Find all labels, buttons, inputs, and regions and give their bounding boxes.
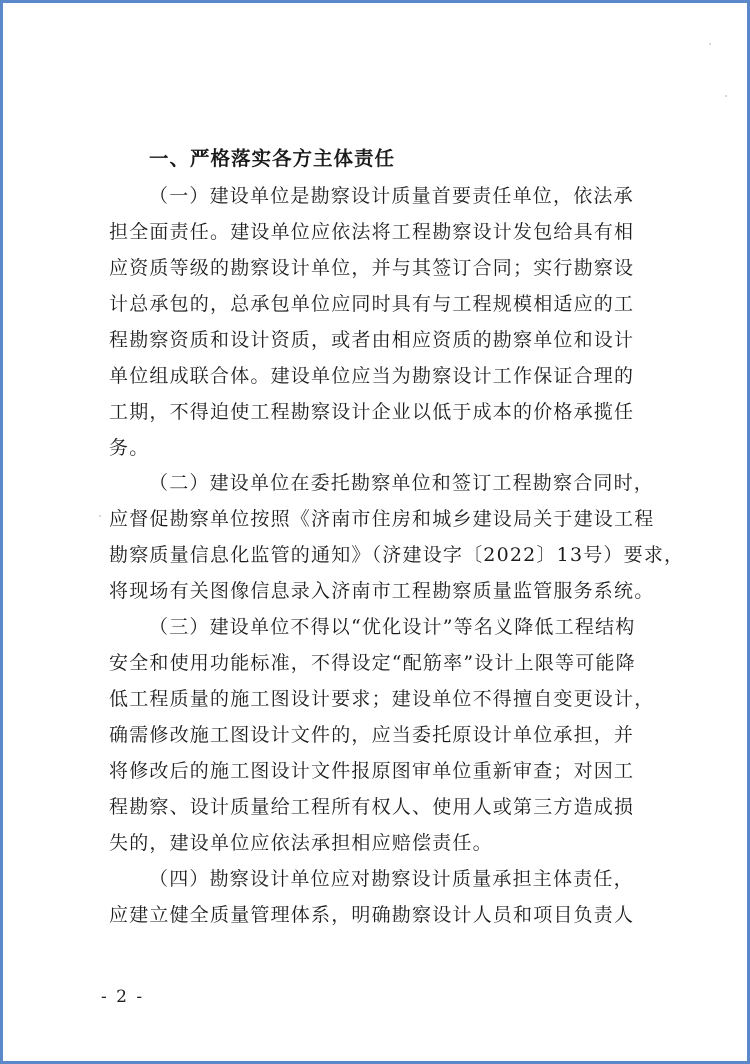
paragraph-1-line-4: 计总承包的，总承包单位应同时具有与工程规模相适应的工 xyxy=(109,293,635,315)
paragraph-1-line-3: 应资质等级的勘察设计单位，并与其签订合同；实行勘察设 xyxy=(109,257,635,279)
page-number: - 2 - xyxy=(101,987,145,1007)
paragraph-1-line-8: 务。 xyxy=(109,437,150,459)
paragraph-3-line-7: 失的，建设单位应依法承担相应赔偿责任。 xyxy=(109,832,493,854)
paragraph-1-line-1: （一）建设单位是勘察设计质量首要责任单位，依法承 xyxy=(149,185,634,207)
paragraph-4-line-2: 应建立健全质量管理体系，明确勘察设计人员和项目负责人 xyxy=(109,904,635,926)
paragraph-2-line-3: 勘察质量信息化监管的通知》（济建设字〔2022〕13号）要求， xyxy=(109,544,685,566)
scan-speck xyxy=(709,43,711,45)
paragraph-1-line-7: 工期，不得迫使工程勘察设计企业以低于成本的价格承揽任 xyxy=(109,401,635,423)
paragraph-3-line-4: 确需修改施工图设计文件的，应当委托原设计单位承担，并 xyxy=(109,724,635,746)
paragraph-3-line-2: 安全和使用功能标准，不得设定“配筋率”设计上限等可能降 xyxy=(109,652,636,674)
paragraph-2-line-4: 将现场有关图像信息录入济南市工程勘察质量监管服务系统。 xyxy=(109,580,655,602)
paragraph-3-line-1: （三）建设单位不得以“优化设计”等名义降低工程结构 xyxy=(149,616,636,638)
paragraph-1-line-6: 单位组成联合体。建设单位应当为勘察设计工作保证合理的 xyxy=(109,365,635,387)
scan-speck xyxy=(725,95,727,97)
scan-speck xyxy=(99,515,101,517)
paragraph-3-line-6: 程勘察、设计质量给工程所有权人、使用人或第三方造成损 xyxy=(109,796,635,818)
paragraph-4-line-1: （四）勘察设计单位应对勘察设计质量承担主体责任， xyxy=(149,868,634,890)
paragraph-3-line-3: 低工程质量的施工图设计要求；建设单位不得擅自变更设计， xyxy=(109,688,655,710)
paragraph-2-line-1: （二）建设单位在委托勘察单位和签订工程勘察合同时， xyxy=(149,472,655,494)
section-heading: 一、严格落实各方主体责任 xyxy=(149,147,396,170)
paragraph-1-line-2: 担全面责任。建设单位应依法将工程勘察设计发包给具有相 xyxy=(109,221,635,243)
paragraph-3-line-5: 将修改后的施工图设计文件报原图审单位重新审查；对因工 xyxy=(109,760,635,782)
paragraph-2-line-2: 应督促勘察单位按照《济南市住房和城乡建设局关于建设工程 xyxy=(109,508,655,530)
paragraph-1-line-5: 程勘察资质和设计资质，或者由相应资质的勘察单位和设计 xyxy=(109,329,635,351)
